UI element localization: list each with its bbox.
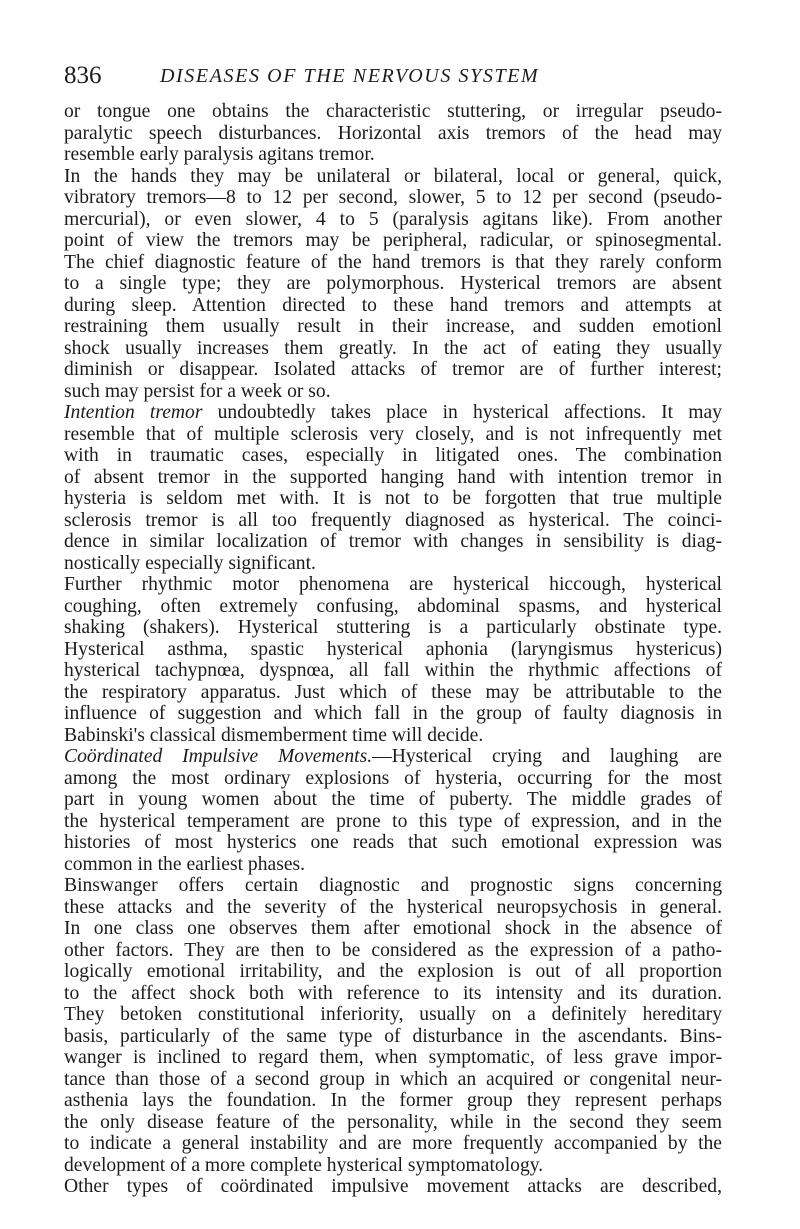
text-line: nostically especially significant. (64, 552, 316, 574)
text-line: shock usually increases them greatly. In the act of eating they usually (64, 337, 722, 359)
text-line-rest: —Hysterical crying and laughing are (372, 746, 722, 767)
text-line: histories of most hysterics one reads that such emotional expression was (64, 832, 722, 853)
text-line: to a single type; they are polymorphous. Hysterical tremors are absent (64, 273, 722, 294)
text-line: Further rhythmic motor phenomena are hysterical hiccough, hysterical (64, 574, 722, 595)
text-line: such may persist for a week or so. (64, 380, 331, 402)
text-line: Other types of coördinated impulsive movement attacks are described, (64, 1176, 722, 1197)
text-line: In one class one observes them after emotional shock in the absence of (64, 918, 722, 939)
text-line: vibratory tremors—8 to 12 per second, slower, 5 to 12 per second (pseudo- (64, 187, 722, 208)
text-line: In the hands they may be unilateral or bilateral, local or general, quick, (64, 165, 722, 187)
text-line: basis, particularly of the same type of disturbance in the ascendants. Bins- (64, 1025, 722, 1047)
body-text (64, 101, 722, 1198)
text-line: influence of suggestion and which fall in the group of faulty diagnosis in (64, 703, 722, 724)
text-line: or tongue one obtains the characteristic stuttering, or irregular pseudo- (64, 101, 722, 122)
text-line: Babinski's classical dismemberment time will decide. (64, 724, 484, 746)
text-line: common in the earliest phases. (64, 853, 306, 875)
text-line: sclerosis tremor is all too frequently diagnosed as hysterical. The coinci- (64, 509, 722, 531)
italic-heading: Coördinated Impulsive Movements. (64, 746, 373, 767)
text-line: asthenia lays the foundation. In the former group they represent perhaps (64, 1090, 722, 1111)
text-line: to the affect shock both with reference to its intensity and its duration. (64, 982, 722, 1004)
text-line: point of view the tremors may be peripheral, radicular, or spinosegmental. (64, 230, 722, 251)
text-line: wanger is inclined to regard them, when symptomatic, of less grave impor- (64, 1047, 722, 1068)
text-line: of absent tremor in the supported hanging hand with intention tremor in (64, 466, 722, 488)
italic-heading: Intention tremor (64, 402, 203, 423)
text-line: tance than those of a second group in which an acquired or congenital neur- (64, 1068, 722, 1090)
page-number: 836 (64, 62, 102, 89)
text-line (64, 402, 722, 424)
text-line: hysteria is seldom met with. It is not to be forgotten that true multiple (64, 488, 722, 509)
text-line: coughing, often extremely confusing, abdominal spasms, and hysterical (64, 595, 722, 617)
text-line: part in young women about the time of puberty. The middle grades of (64, 789, 722, 810)
text-line-rest: undoubtedly takes place in hysterical affections. It may (202, 402, 722, 423)
text-line: paralytic speech disturbances. Horizontal axis tremors of the head may (64, 122, 722, 144)
text-line: the hysterical temperament are prone to this type of expression, and in the (64, 810, 722, 832)
text-line: hysterical tachypnœa, dyspnœa, all fall within the rhythmic affections of (64, 660, 722, 681)
text-line: dence in similar localization of tremor with changes in sensibility is diag- (64, 531, 722, 552)
text-line: They betoken constitutional inferiority, usually on a definitely hereditary (64, 1004, 722, 1025)
text-line: the only disease feature of the personality, while in the second they seem (64, 1111, 722, 1133)
text-line: shaking (shakers). Hysterical stuttering is a particularly obstinate type. (64, 617, 722, 638)
text-line: logically emotional irritability, and the explosion is out of all proportion (64, 961, 722, 982)
text-line: these attacks and the severity of the hysterical neuropsychosis in general. (64, 896, 722, 918)
text-line: restraining them usually result in their increase, and sudden emotionl (64, 316, 722, 337)
text-line: during sleep. Attention directed to these hand tremors and attempts at (64, 294, 722, 316)
text-line: with in traumatic cases, especially in litigated ones. The combination (64, 445, 722, 466)
text-line: among the most ordinary explosions of hysteria, occurring for the most (64, 767, 722, 789)
text-line: to indicate a general instability and are more frequently accompanied by the (64, 1133, 722, 1154)
text-line: Hysterical asthma, spastic hysterical aphonia (laryngismus hystericus) (64, 638, 722, 660)
text-line: diminish or disappear. Isolated attacks of tremor are of further interest; (64, 359, 722, 380)
running-head (64, 62, 722, 90)
text-line: the respiratory apparatus. Just which of these may be attributable to the (64, 681, 722, 703)
text-line: The chief diagnostic feature of the hand tremors is that they rarely conform (64, 251, 722, 273)
text-line: resemble early paralysis agitans tremor. (64, 144, 375, 165)
text-line: resemble that of multiple sclerosis very closely, and is not infrequently met (64, 423, 722, 445)
text-line: mercurial), or even slower, 4 to 5 (paralysis agitans like). From another (64, 208, 722, 230)
running-title: DISEASES OF THE NERVOUS SYSTEM (160, 65, 540, 87)
text-line: development of a more complete hysterical symptomatology. (64, 1154, 544, 1176)
text-line: other factors. They are then to be considered as the expression of a patho- (64, 939, 722, 961)
text-line (64, 746, 722, 768)
text-line: Binswanger offers certain diagnostic and prognostic signs concerning (64, 875, 722, 896)
